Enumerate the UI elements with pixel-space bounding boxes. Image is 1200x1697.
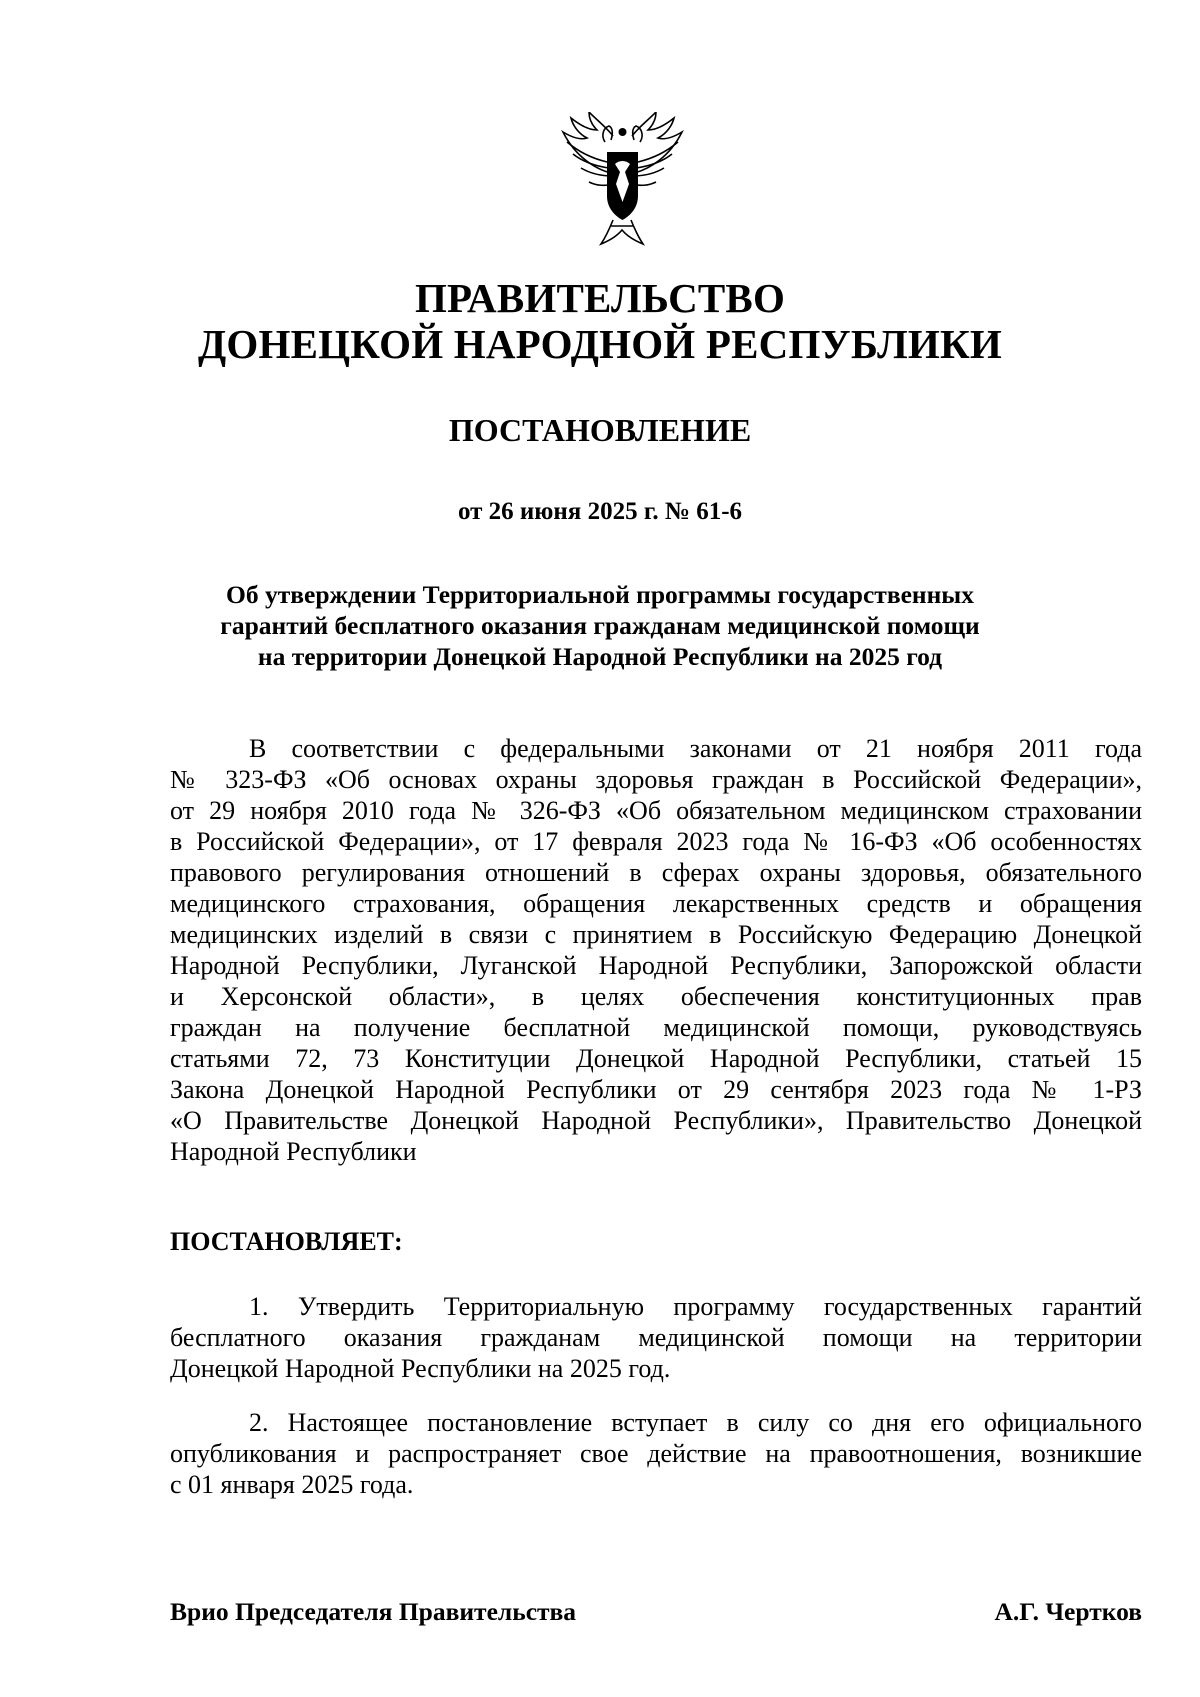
preamble-line: Народной Республики (170, 1137, 417, 1166)
preamble-line: граждан на получение бесплатной медицинской помощи, руководствуясь (170, 1013, 1142, 1042)
preamble-line: медицинского страхования, обращения лекарственных средств и обращения (170, 889, 1142, 918)
preamble-line: от 29 ноября 2010 года № 326-ФЗ «Об обязательном медицинском страховании (170, 796, 1142, 825)
document-date-number: от 26 июня 2025 г. № 61-6 (457, 498, 743, 525)
preamble-line: правового регулирования отношений в сферах охраны здоровья, обязательного (170, 858, 1142, 887)
preamble-line: в Российской Федерации», от 17 февраля 2023 года № 16-ФЗ «Об особенностях (170, 827, 1142, 856)
document-subject (0, 579, 1200, 672)
preamble-line: статьями 72, 73 Конституции Донецкой Народной Республики, статьей 15 (170, 1044, 1142, 1073)
preamble-line: «О Правительстве Донецкой Народной Республики», Правительство Донецкой (170, 1106, 1142, 1135)
resolves-heading: ПОСТАНОВЛЯЕТ: (170, 1227, 403, 1256)
item-line: 2. Настоящее постановление вступает в силу со дня его официального (249, 1408, 1142, 1437)
preamble-line: медицинских изделий в связи с принятием в Российскую Федерацию Донецкой (170, 920, 1142, 949)
preamble-line: Закона Донецкой Народной Республики от 29 сентября 2023 года № 1-РЗ (170, 1075, 1142, 1104)
preamble-line: Народной Республики, Луганской Народной Республики, Запорожской области (170, 951, 1142, 980)
organization-title-line2: ДОНЕЦКОЙ НАРОДНОЙ РЕСПУБЛИКИ (198, 321, 1002, 367)
organization-title-line1: ПРАВИТЕЛЬСТВО (414, 275, 786, 321)
item-line: бесплатного оказания гражданам медицинской помощи на территории (170, 1323, 1142, 1352)
item-line: Донецкой Народной Республики на 2025 год. (170, 1354, 671, 1383)
subject-line: на территории Донецкой Народной Республики на 2025 год (257, 642, 943, 671)
signatory-position: Врио Председателя Правительства (170, 1597, 577, 1626)
preamble-paragraph (170, 733, 1142, 1167)
preamble-line: и Херсонской области», в целях обеспечения конституционных прав (170, 982, 1142, 1011)
document-type: ПОСТАНОВЛЕНИЕ (448, 412, 752, 448)
item-line: опубликования и распространяет свое действие на правоотношения, возникшие (170, 1439, 1142, 1468)
resolution-item-1 (170, 1291, 1142, 1384)
signatory-name: А.Г. Чертков (994, 1597, 1142, 1626)
item-line: 1. Утвердить Территориальную программу государственных гарантий (249, 1292, 1142, 1321)
preamble-line: № 323-ФЗ «Об основах охраны здоровья граждан в Российской Федерации», (170, 765, 1142, 794)
subject-line: Об утверждении Территориальной программы государственных (226, 580, 974, 609)
preamble-line: В соответствии с федеральными законами от 21 ноября 2011 года (249, 734, 1142, 763)
subject-line: гарантий бесплатного оказания гражданам медицинской помощи (220, 611, 980, 640)
resolution-item-2 (170, 1407, 1142, 1500)
item-line: с 01 января 2025 года. (170, 1470, 414, 1499)
dpr-coat-of-arms-icon (555, 112, 690, 252)
